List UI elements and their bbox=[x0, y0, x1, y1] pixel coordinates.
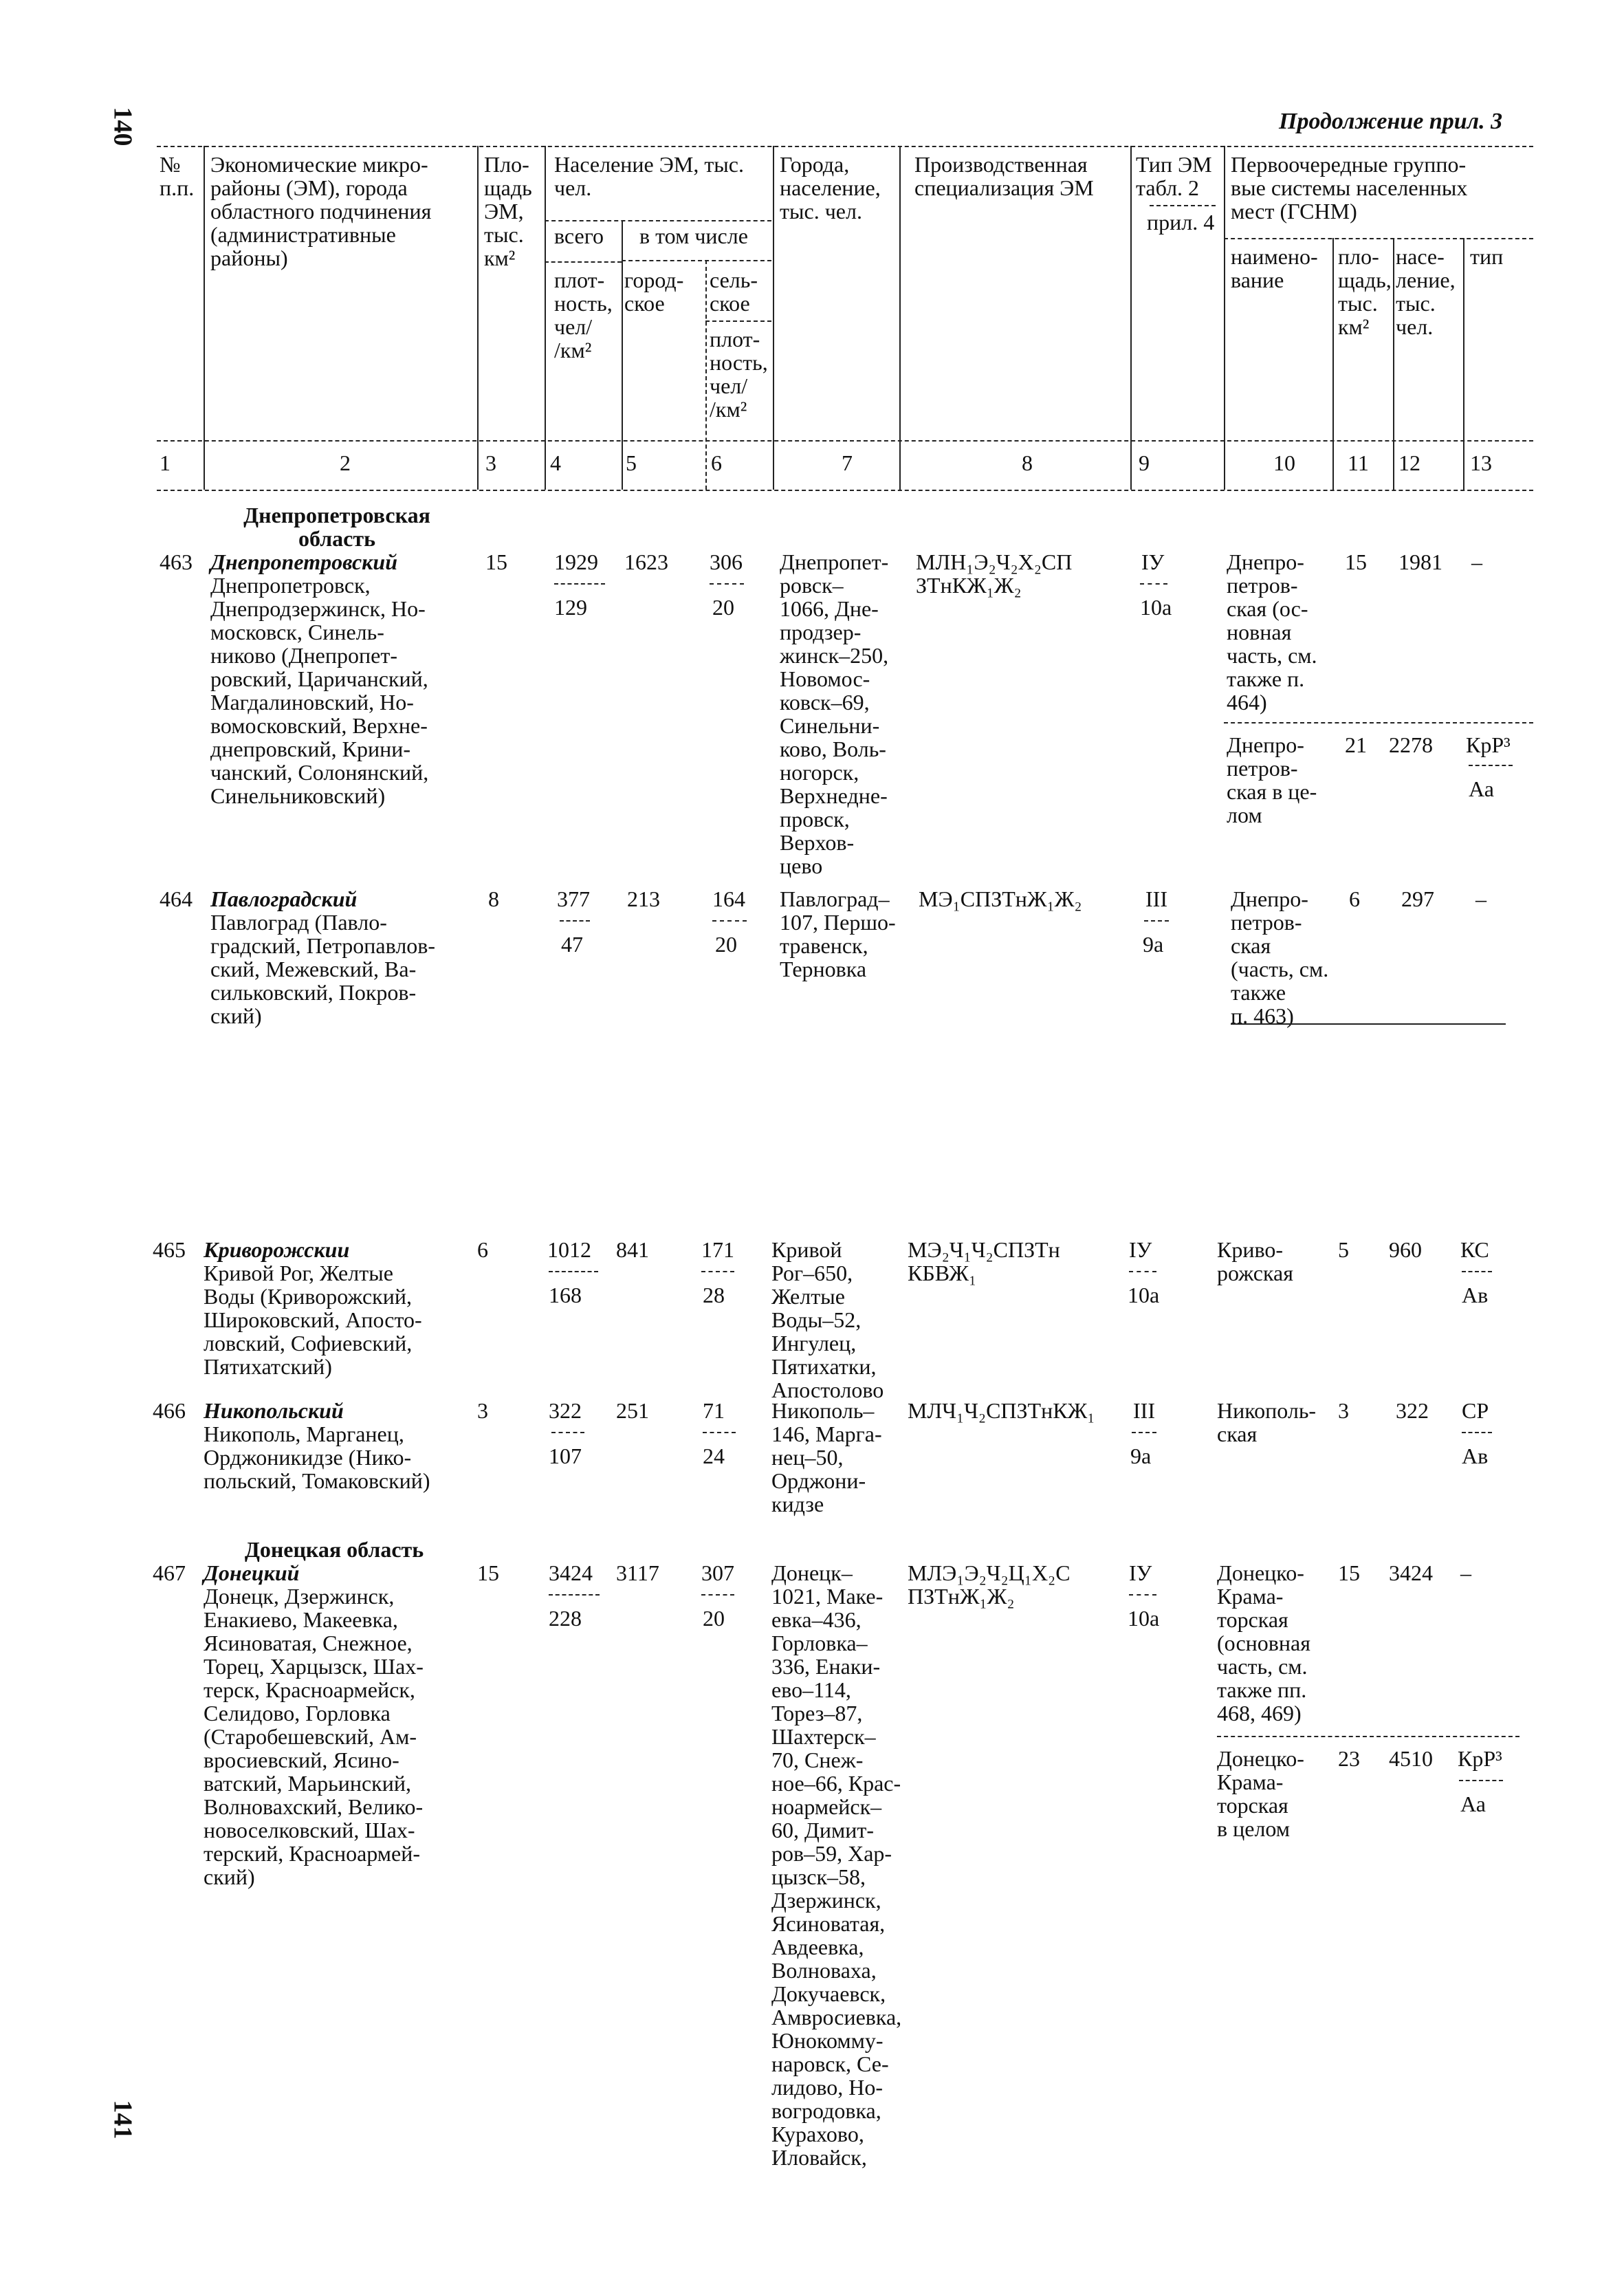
vline-12 bbox=[1463, 238, 1464, 490]
header-col-no: № п.п. bbox=[160, 152, 195, 200]
row463-name: Днепропетровский bbox=[210, 549, 397, 574]
row467-gsnm2-area: 23 bbox=[1338, 1746, 1360, 1771]
row467-density: 228 bbox=[549, 1606, 582, 1631]
colnum-11: 11 bbox=[1348, 450, 1369, 475]
row466-gsnm-name: Никополь- ская bbox=[1217, 1398, 1317, 1446]
row467-gsnm-divider bbox=[1217, 1736, 1519, 1737]
row467-gsnm-name: Донецко- Крама- торская (основная часть, см. также пп. 468, 469) bbox=[1217, 1560, 1310, 1726]
row464-rural: 164 bbox=[712, 886, 745, 911]
running-head: Продолжение прил. 3 bbox=[1279, 109, 1503, 134]
colnum-12: 12 bbox=[1398, 450, 1420, 475]
row466-area: 3 bbox=[477, 1398, 488, 1423]
header-gsnm-area: пло- щадь, тыс. км² bbox=[1338, 244, 1392, 339]
row466-gsnm-type-top: СР bbox=[1462, 1398, 1489, 1423]
row463-total: 1929 bbox=[554, 549, 598, 574]
header-gsnm-pop: насе- ление, тыс. чел. bbox=[1396, 244, 1456, 339]
row465-total-rule bbox=[549, 1271, 598, 1272]
header-gsnm-type: тип bbox=[1470, 244, 1504, 269]
row463-gsnm-name: Днепро- петров- ская (ос- новная часть, см. также п. 464) bbox=[1227, 549, 1317, 715]
row466-type-top: III bbox=[1133, 1398, 1155, 1423]
row466-rural: 71 bbox=[703, 1398, 725, 1423]
colnum-2: 2 bbox=[340, 450, 351, 475]
row464-gsnm-pop: 297 bbox=[1401, 886, 1434, 911]
row466-total: 322 bbox=[549, 1398, 582, 1423]
row465-cities: Кривой Рог–650, Желтые Воды–52, Ингулец, Пятихатки, Апостолово bbox=[771, 1237, 884, 1402]
row467-name: Донецкий bbox=[204, 1560, 300, 1585]
row466-type-bot: 9а bbox=[1130, 1444, 1152, 1468]
row466-spec: МЛЧ₁Ч₂СПЗТнКЖ₁ bbox=[908, 1398, 1095, 1423]
row465-density: 168 bbox=[549, 1283, 582, 1307]
vline-1 bbox=[204, 146, 205, 490]
row466-desc: Никополь, Марганец, Орджоникидзе (Нико- польский, Томаковский) bbox=[204, 1422, 430, 1493]
row467-total: 3424 bbox=[549, 1560, 593, 1585]
header-urban: город- ское bbox=[624, 268, 684, 316]
header-specialization: Производственная специализация ЭМ bbox=[914, 152, 1094, 200]
vline-11 bbox=[1393, 238, 1394, 490]
row467-urban: 3117 bbox=[616, 1560, 659, 1585]
row463-cities: Днепропет- ровск– 1066, Дне- продзер- жинск–250, Новомос- ковск–69, Синельни- ково, Воль- ногорск, Верхнедне- провск, Верхов- цево bbox=[780, 549, 889, 878]
colnum-8: 8 bbox=[1022, 450, 1033, 475]
row465-gsnm-name: Криво- рожская bbox=[1217, 1237, 1293, 1285]
row466-rural-rule bbox=[703, 1432, 736, 1433]
row463-gsnm-divider bbox=[1224, 722, 1533, 723]
row464-total: 377 bbox=[557, 886, 590, 911]
row465-urban: 841 bbox=[616, 1237, 649, 1262]
row466-density: 107 bbox=[549, 1444, 582, 1468]
row467-gsnm2-type-top: КрР³ bbox=[1458, 1746, 1502, 1771]
row467-area: 15 bbox=[477, 1560, 499, 1585]
row467-no: 467 bbox=[153, 1560, 186, 1585]
row464-type-top: III bbox=[1145, 886, 1167, 911]
row463-rural: 306 bbox=[710, 549, 743, 574]
row467-rural-rule bbox=[701, 1594, 734, 1596]
row465-rural: 171 bbox=[701, 1237, 734, 1262]
row465-desc: Кривой Рог, Желтые Воды (Криворожский, Широковский, Апосто- ловский, Софиевский, Пятихатский) bbox=[204, 1261, 422, 1379]
row464-gsnm-type: – bbox=[1475, 886, 1486, 911]
row463-type-bot: 10а bbox=[1140, 595, 1172, 620]
page-number-left: 140 bbox=[108, 107, 138, 146]
row466-gsnm-type-rule bbox=[1462, 1432, 1492, 1433]
row466-urban: 251 bbox=[616, 1398, 649, 1423]
vline-10 bbox=[1332, 238, 1334, 490]
row467-gsnm2-pop: 4510 bbox=[1389, 1746, 1433, 1771]
row465-name: Криворожскии bbox=[204, 1237, 350, 1262]
row467-gsnm-type: – bbox=[1460, 1560, 1471, 1585]
vline-2 bbox=[477, 146, 479, 490]
row464-name: Павлоградский bbox=[210, 886, 358, 911]
header-density: плот- ность, чел/ /км² bbox=[554, 268, 613, 362]
row464-desc: Павлоград (Павло- градский, Петропавлов- ский, Межевский, Ва- сильковский, Покров- ский) bbox=[210, 910, 436, 1028]
row464-area: 8 bbox=[488, 886, 499, 911]
row466-gsnm-pop: 322 bbox=[1396, 1398, 1429, 1423]
row463-gsnm-type: – bbox=[1471, 549, 1482, 574]
row465-no: 465 bbox=[153, 1237, 186, 1262]
row463-density: 129 bbox=[554, 595, 587, 620]
vline-9 bbox=[1224, 146, 1225, 490]
header-total: всего bbox=[554, 224, 604, 248]
colnum-1: 1 bbox=[160, 450, 171, 475]
header-gsnm-name: наимено- вание bbox=[1231, 244, 1318, 292]
row464-gsnm-area: 6 bbox=[1349, 886, 1360, 911]
colnum-4: 4 bbox=[550, 450, 561, 475]
row467-spec: МЛЭ₁Э₂Ч₂Ц₁Х₂С ПЗТнЖ₁Ж₂ bbox=[908, 1560, 1071, 1609]
row467-gsnm2-name: Донецко- Крама- торская в целом bbox=[1217, 1746, 1304, 1841]
row465-type-rule bbox=[1129, 1271, 1156, 1272]
row463-total-rule bbox=[554, 583, 605, 585]
row463-rural-rule bbox=[710, 583, 744, 585]
row465-rural-rule bbox=[701, 1271, 734, 1272]
vline-6 bbox=[773, 146, 774, 490]
row465-gsnm-pop: 960 bbox=[1389, 1237, 1422, 1262]
column-numbers-top-rule bbox=[157, 440, 1533, 442]
row465-total: 1012 bbox=[547, 1237, 591, 1262]
header-cities: Города, население, тыс. чел. bbox=[780, 152, 881, 224]
row463-gsnm2-type-bot: Аа bbox=[1469, 776, 1494, 801]
row467-rural: 307 bbox=[701, 1560, 734, 1585]
row463-rural-density: 20 bbox=[712, 595, 734, 620]
row466-gsnm-type-bot: Ав bbox=[1462, 1444, 1489, 1468]
row465-spec: МЭ₂Ч₁Ч₂СПЗТн КБВЖ₁ bbox=[908, 1237, 1060, 1285]
row463-gsnm-pop: 1981 bbox=[1398, 549, 1442, 574]
row463-desc: Днепропетровск, Днепродзержинск, Но- московск, Синель- никово (Днепропет- ровский, Царичанский, Магдалиновский, Но- вомосковский, Верхне- днепровский, Крини- чанский, Солонянский, Синельниковский) bbox=[210, 573, 429, 808]
header-sub-rule-4 bbox=[705, 320, 771, 322]
row466-no: 466 bbox=[153, 1398, 186, 1423]
page-number-right: 141 bbox=[108, 2100, 138, 2140]
vline-5 bbox=[705, 260, 707, 490]
row467-rural-density: 20 bbox=[703, 1606, 725, 1631]
row466-name: Никопольский bbox=[204, 1398, 344, 1423]
header-rural-density: плот- ность, чел/ /км² bbox=[710, 327, 768, 422]
colnum-10: 10 bbox=[1273, 450, 1295, 475]
header-sub-rule-1 bbox=[545, 220, 771, 221]
colnum-5: 5 bbox=[626, 450, 637, 475]
row467-cities: Донецк– 1021, Маке- евка–436, Горловка– 336, Енаки- ево–114, Торез–87, Шахтерск– 70, Снеж- ное–66, Крас- ноармейск– 60, Димит- ров–59, Хар- цызск–58, Дзержинск, Ясиноватая, Авдеевка, Волноваха, Докучаевск, Амвросиевка, Юнокомму- наровск, Се- лидово, Но- вогродовка, Курахово, Иловайск, bbox=[771, 1560, 902, 2170]
header-sub-rule-6 bbox=[545, 261, 622, 263]
header-sub-rule-2 bbox=[622, 260, 771, 261]
row467-desc: Донецк, Дзержинск, Енакиево, Макеевка, Ясиноватая, Снежное, Торец, Харцызск, Шах- терск, Красноармейск, Селидово, Горловка (Старобешевский, Ам- вросиевский, Ясино- ватский, Марьинский, Волновахский, Велико- новоселковский, Шах- терский, Красноармей- ский) bbox=[204, 1584, 424, 1889]
colnum-7: 7 bbox=[842, 450, 853, 475]
colnum-3: 3 bbox=[485, 450, 496, 475]
row464-type-bot: 9а bbox=[1143, 932, 1164, 957]
vline-8 bbox=[1130, 146, 1132, 490]
row463-gsnm2-name: Днепро- петров- ская в це- лом bbox=[1227, 732, 1317, 827]
vline-3 bbox=[545, 146, 546, 490]
row464-gsnm-name: Днепро- петров- ская (часть, см. также п. 463) bbox=[1231, 886, 1329, 1028]
row463-gsnm2-type-rule bbox=[1469, 765, 1513, 766]
vline-4 bbox=[622, 220, 623, 490]
row463-gsnm2-type-top: КрР³ bbox=[1466, 732, 1511, 757]
row464-spec: МЭ₁СПЗТнЖ₁Ж₂ bbox=[919, 886, 1082, 911]
row463-spec: МЛН₁Э₂Ч₂Х₂СП ЗТнКЖ₁Ж₂ bbox=[916, 549, 1073, 598]
row465-area: 6 bbox=[477, 1237, 488, 1262]
row463-no: 463 bbox=[160, 549, 193, 574]
region-heading-donetsk: Донецкая область bbox=[244, 1537, 424, 1562]
row467-type-bot: 10а bbox=[1128, 1606, 1160, 1631]
header-col-area: Пло- щадь ЭМ, тыс. км² bbox=[484, 152, 532, 270]
column-numbers-bottom-rule bbox=[157, 490, 1533, 491]
row465-gsnm-type-rule bbox=[1462, 1271, 1492, 1272]
row465-type-bot: 10а bbox=[1128, 1283, 1160, 1307]
row466-cities: Никополь– 146, Марга- нец–50, Орджони- кидзе bbox=[771, 1398, 882, 1516]
row466-type-rule bbox=[1132, 1432, 1156, 1433]
row464-no: 464 bbox=[160, 886, 193, 911]
header-rural: сель- ское bbox=[710, 268, 758, 316]
row463-area: 15 bbox=[485, 549, 507, 574]
header-including: в том числе bbox=[639, 224, 748, 248]
header-type-em-appendix: прил. 4 bbox=[1147, 210, 1215, 235]
row463-gsnm2-area: 21 bbox=[1345, 732, 1367, 757]
row465-type-top: IУ bbox=[1129, 1237, 1152, 1262]
row465-gsnm-area: 5 bbox=[1338, 1237, 1349, 1262]
row466-gsnm-area: 3 bbox=[1338, 1398, 1349, 1423]
row465-gsnm-type-top: КС bbox=[1460, 1237, 1489, 1262]
row464-density: 47 bbox=[561, 932, 583, 957]
row464-rural-density: 20 bbox=[715, 932, 737, 957]
row466-total-rule bbox=[551, 1432, 584, 1433]
vline-7 bbox=[899, 146, 901, 490]
header-gsnm: Первоочередные группо- вые системы населенных мест (ГСНМ) bbox=[1231, 152, 1468, 224]
header-col-region: Экономические микро- районы (ЭМ), города областного подчинения (административные районы) bbox=[210, 152, 432, 270]
row464-rural-rule bbox=[712, 920, 747, 922]
row463-gsnm2-pop: 2278 bbox=[1389, 732, 1433, 757]
colnum-9: 9 bbox=[1139, 450, 1150, 475]
row463-type-top: IУ bbox=[1141, 549, 1165, 574]
row465-rural-density: 28 bbox=[703, 1283, 725, 1307]
row464-urban: 213 bbox=[627, 886, 660, 911]
header-top-rule bbox=[157, 146, 1533, 147]
header-type-em: Тип ЭМ табл. 2 bbox=[1136, 152, 1212, 200]
row463-type-rule bbox=[1140, 583, 1167, 585]
row467-gsnm-area: 15 bbox=[1338, 1560, 1360, 1585]
row463-gsnm-area: 15 bbox=[1345, 549, 1367, 574]
row467-gsnm-pop: 3424 bbox=[1389, 1560, 1433, 1585]
row465-gsnm-type-bot: Ав bbox=[1462, 1283, 1489, 1307]
row464-type-rule bbox=[1144, 920, 1169, 922]
row467-gsnm2-type-bot: Аа bbox=[1460, 1792, 1486, 1816]
header-sub-rule-5 bbox=[1150, 205, 1216, 206]
row467-type-top: IУ bbox=[1129, 1560, 1152, 1585]
colnum-13: 13 bbox=[1470, 450, 1492, 475]
header-sub-rule-3 bbox=[1224, 238, 1533, 239]
header-population: Население ЭМ, тыс. чел. bbox=[554, 152, 744, 200]
row467-type-rule bbox=[1129, 1594, 1156, 1596]
colnum-6: 6 bbox=[711, 450, 722, 475]
row467-total-rule bbox=[549, 1594, 600, 1596]
row467-gsnm2-type-rule bbox=[1459, 1780, 1503, 1781]
row464-total-rule bbox=[560, 920, 590, 922]
region-heading-dnepr: Днепропетровская область bbox=[243, 503, 430, 551]
row464-cities: Павлоград– 107, Першо- травенск, Терновка bbox=[780, 886, 896, 981]
row466-rural-density: 24 bbox=[703, 1444, 725, 1468]
row463-urban: 1623 bbox=[624, 549, 668, 574]
row464-gsnm-underline bbox=[1231, 1023, 1506, 1025]
